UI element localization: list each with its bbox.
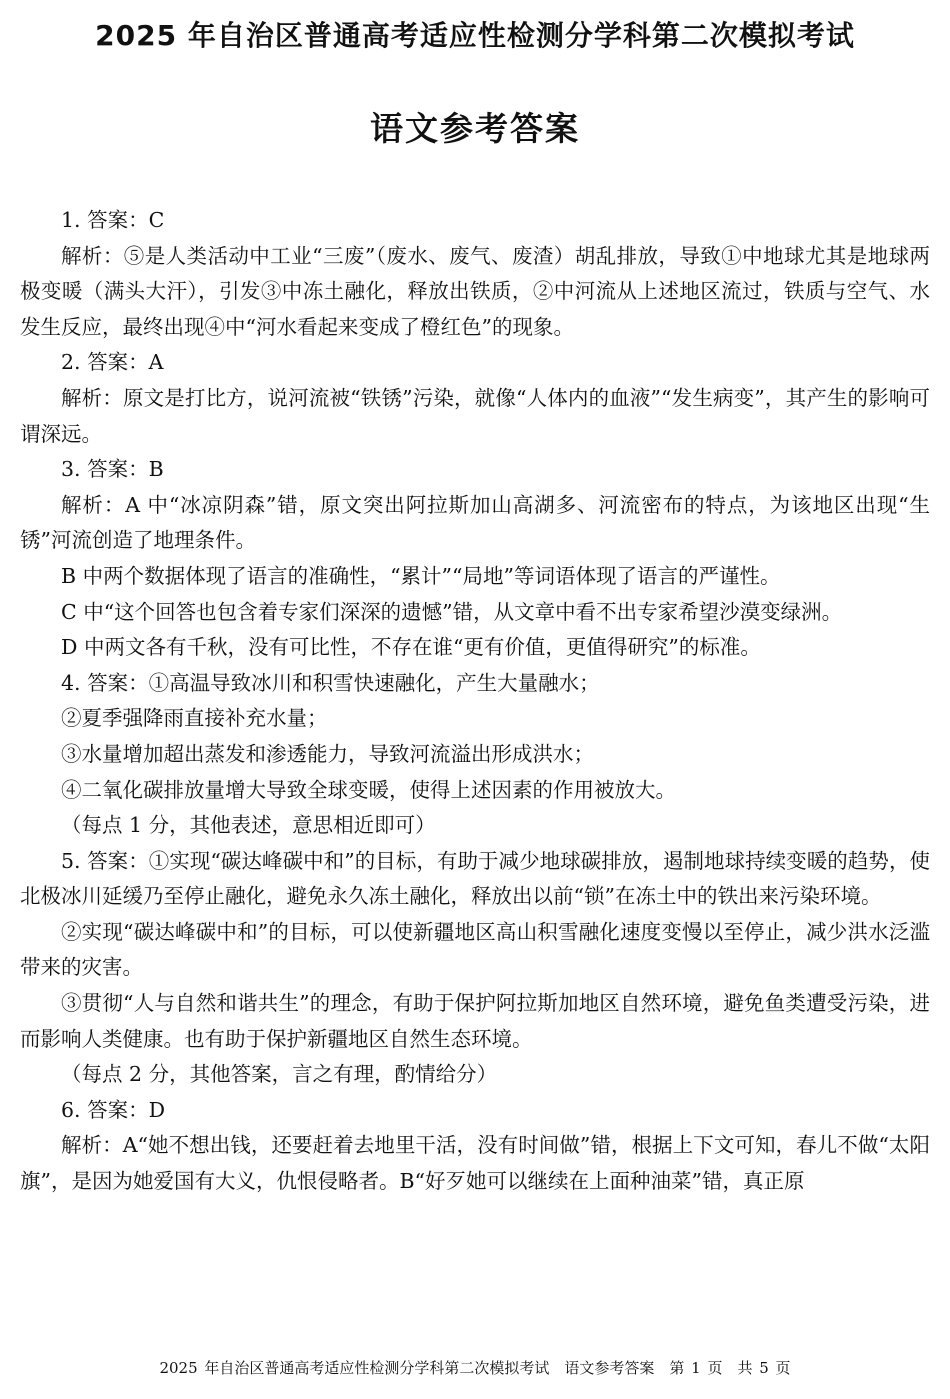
answer-5-point-1: 5. 答案：①实现“碳达峰碳中和”的目标，有助于减少地球碳排放，遏制地球持续变暖的趋势，使北极冰川延缓乃至停止融化，避免永久冻土融化，释放出以前“锁”在冻土中的铁出来污染环境。 <box>20 848 930 909</box>
answer-5-point-3: ③贯彻“人与自然和谐共生”的理念，有助于保护阿拉斯加地区自然环境，避免鱼类遭受污染，进而影响人类健康。也有助于保护新疆地区自然生态环境。 <box>20 991 930 1051</box>
answer-4-point-4: ④二氧化碳排放量增大导致全球变暖，使得上述因素的作用被放大。 <box>61 777 676 802</box>
answer-1-explanation: 解析：⑤是人类活动中工业“三废”（废水、废气、废渣）胡乱排放，导致①中地球尤其是地球两极变暖（满头大汗），引发③中冻土融化，释放出铁质，②中河流从上述地区流过，铁质与空气、水发生反应，最终出现④中“河水看起来变成了橙红色”的现象。 <box>20 243 930 339</box>
answer-4-point-2: ②夏季强降雨直接补充水量； <box>61 706 328 731</box>
answer-3-explanation-a: 解析：A 中“冰凉阴森”错，原文突出阿拉斯加山高湖多、河流密布的特点，为该地区出现“生锈”河流创造了地理条件。 <box>20 492 930 553</box>
answer-4-scoring-note: （每点 1 分，其他表述，意思相近即可） <box>61 813 436 838</box>
answer-5-scoring-note: （每点 2 分，其他答案，言之有理，酌情给分） <box>61 1062 498 1087</box>
answer-6-label: 6. 答案：D <box>61 1097 166 1122</box>
document-title: 语文参考答案 <box>370 109 580 148</box>
answer-3-explanation-b: B 中两个数据体现了语言的准确性，“累计”“局地”等词语体现了语言的严谨性。 <box>61 563 781 588</box>
answer-3-explanation-c: C 中“这个回答也包含着专家们深深的遗憾”错，从文章中看不出专家希望沙漠变绿洲。 <box>61 599 843 624</box>
answer-content <box>20 203 930 1200</box>
answer-1-label: 1. 答案：C <box>61 208 165 232</box>
answer-2-label: 2. 答案：A <box>61 350 164 375</box>
exam-title: 2025 年自治区普通高考适应性检测分学科第二次模拟考试 <box>95 19 855 52</box>
answer-4-point-3: ③水量增加超出蒸发和渗透能力，导致河流溢出形成洪水； <box>61 741 594 766</box>
answer-4-point-1: 4. 答案：①高温导致冰川和积雪快速融化，产生大量融水； <box>61 670 600 695</box>
answer-6-explanation: 解析：A“她不想出钱，还要赶着去地里干活，没有时间做”错，根据上下文可知，春儿不做“太阳旗”，是因为她爱国有大义，仇恨侵略者。B“好歹她可以继续在上面种油菜”错，真正原 <box>20 1133 930 1194</box>
answer-2-explanation: 解析：原文是打比方，说河流被“铁锈”污染，就像“人体内的血液”“发生病变”，其产生的影响可谓深远。 <box>20 385 930 446</box>
answer-3-label: 3. 答案：B <box>61 457 164 482</box>
page-footer: 2025 年自治区普通高考适应性检测分学科第二次模拟考试 语文参考答案 第 1 页 共 5 页 <box>159 1359 791 1377</box>
answer-5-point-2: ②实现“碳达峰碳中和”的目标，可以使新疆地区高山积雪融化速度变慢以至停止，减少洪水泛滥带来的灾害。 <box>20 919 930 980</box>
answer-3-explanation-d: D 中两文各有千秋，没有可比性，不存在谁“更有价值，更值得研究”的标准。 <box>61 635 761 660</box>
